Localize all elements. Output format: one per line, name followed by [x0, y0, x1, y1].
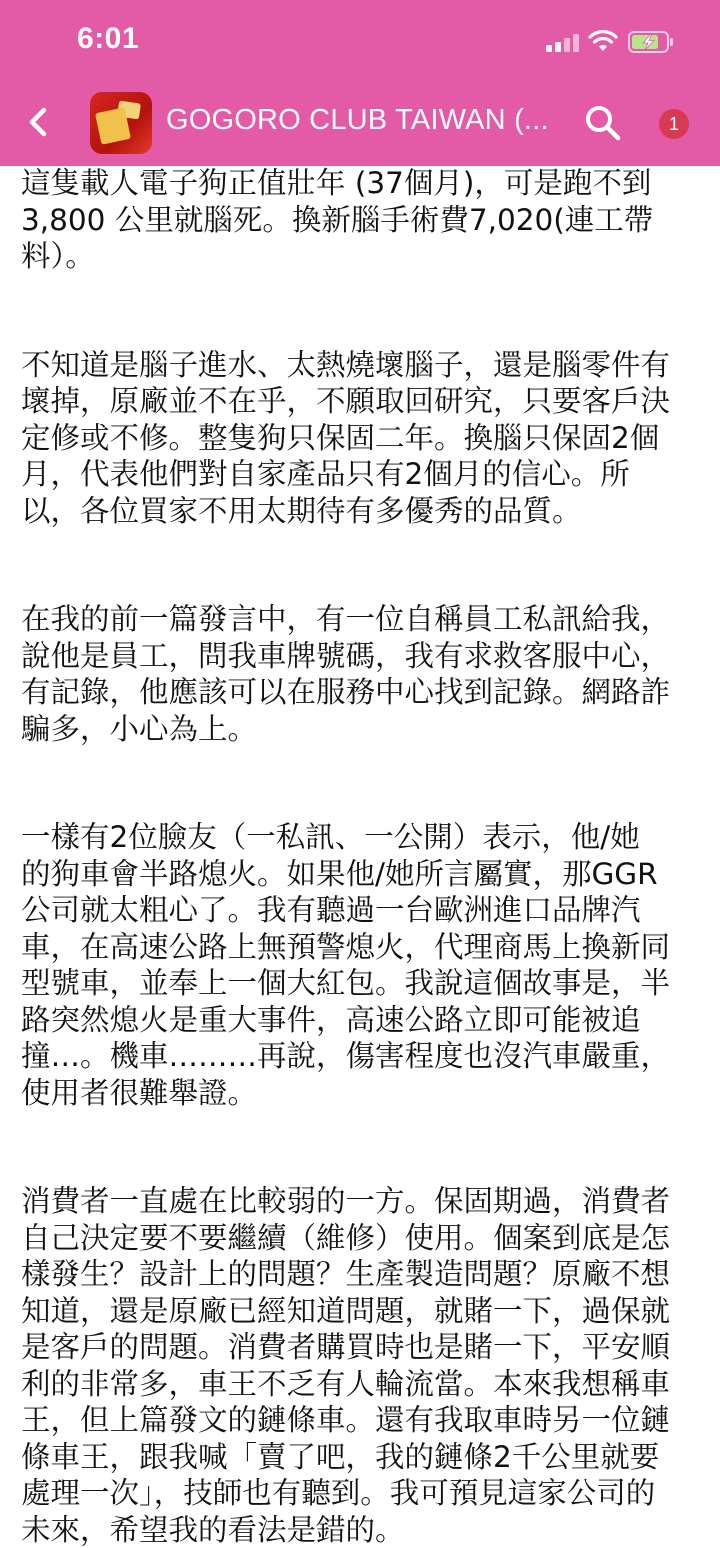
group-avatar[interactable] [90, 92, 152, 154]
battery-charging-icon [628, 31, 674, 53]
post-paragraph-5: 消費者一直處在比較弱的一方。保固期過，消費者 自己決定要不要繼續（維修）使用。個案到底是怎 樣發生？設計上的問題？生產製造問題？原廠不想 知道，還是原廠已經知道問題，就賭一下，過保就 是客戶的問題。消費者購買時也是賭一下，平安順 利的非常多，車王不乏有人輪流當。本來我想稱車 王，但上篇發文的鏈條車。還有我取車時另一位鏈 條車王，跟我喊「賣了吧，我的鏈條2千公里就要 處理一次」，技師也有聽到。我可預見這家公司的 未來，希望我的看法是錯的。 [21, 1184, 671, 1547]
app-header [0, 0, 720, 166]
wifi-icon [588, 29, 618, 53]
cellular-signal-icon [546, 34, 580, 52]
post-paragraph-3: 在我的前一篇發言中，有一位自稱員工私訊給我， 說他是員工，問我車牌號碼，我有求救客服中心， 有記錄，他應該可以在服務中心找到記錄。網路詐 騙多，小心為上。 [21, 602, 671, 746]
search-icon[interactable] [584, 104, 622, 142]
status-bar [0, 0, 720, 80]
status-time: 6:01 [77, 22, 140, 55]
post-paragraph-4: 一樣有2位臉友（一私訊、一公開）表示，他/她 的狗車會半路熄火。如果他/她所言屬實，那GGR 公司就太粗心了。我有聽過一台歐洲進口品牌汽 車，在高速公路上無預警熄火，代理商馬上換新同 型號車，並奉上一個大紅包。我說這個故事是，半 路突然熄火是重大事件，高速公路立即可能被追 撞…。機車………再說，傷害程度也沒汽車嚴重， 使用者很難舉證。 [21, 820, 671, 1110]
notification-badge[interactable]: 1 [659, 109, 689, 139]
group-title[interactable]: GOGORO CLUB TAIWAN (... [166, 104, 549, 136]
nav-bar [0, 80, 720, 166]
post-body [21, 165, 705, 1548]
post-paragraph-1: 這隻載人電子狗正值壯年 (37個月)，可是跑不到 3,800 公里就腦死。換新腦手術費7,020(連工帶 料）。 [21, 166, 654, 273]
back-chevron-icon[interactable] [24, 104, 54, 140]
post-paragraph-2: 不知道是腦子進水、太熱燒壞腦子，還是腦零件有 壞掉，原廠並不在乎，不願取回研究，只要客戶決 定修或不修。整隻狗只保固二年。換腦只保固2個 月，代表他們對自家產品只有2個月的信心。所 以，各位買家不用太期待有多優秀的品質。 [21, 347, 671, 528]
